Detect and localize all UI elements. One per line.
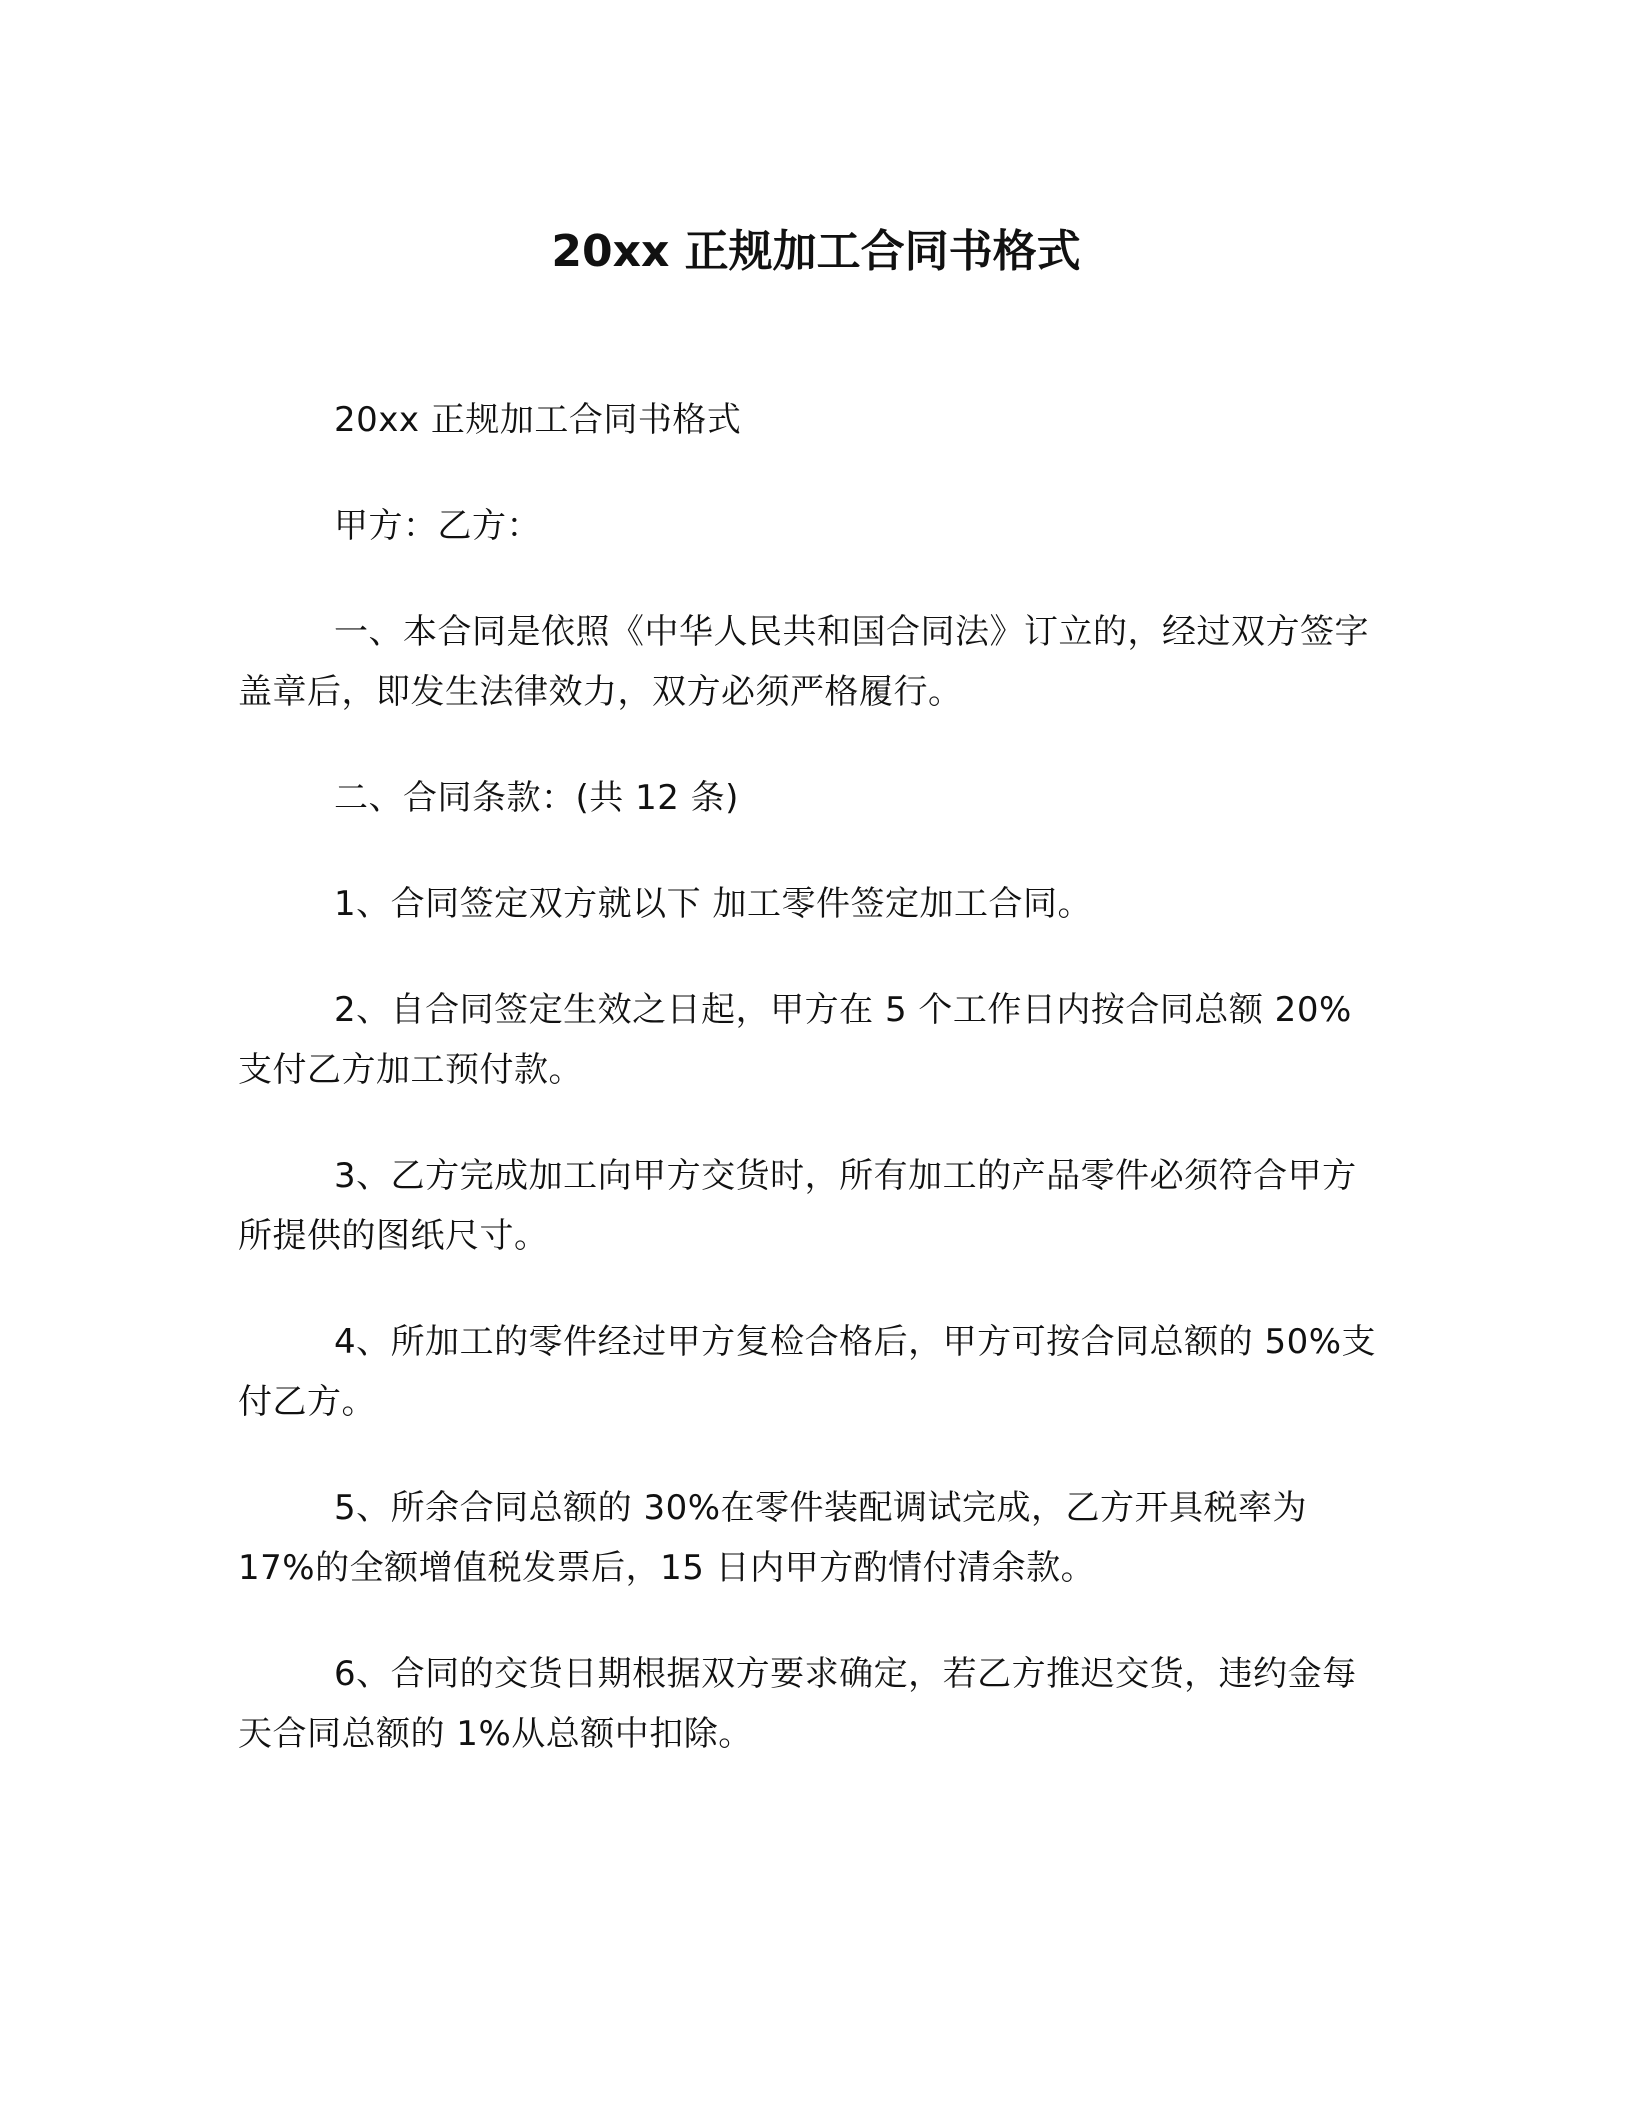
document-title: 20xx 正规加工合同书格式 xyxy=(551,226,1081,277)
paragraph-clause-5: 5、所余合同总额的 30%在零件装配调试完成，乙方开具税率为 17%的全额增值税发票后，15 日内甲方酌情付清余款。 xyxy=(238,1488,1308,1588)
paragraph-section-2: 二、合同条款：(共 12 条) xyxy=(334,778,739,818)
paragraph-clause-1: 1、合同签定双方就以下 加工零件签定加工合同。 xyxy=(334,884,1092,924)
paragraph-section-1: 一、本合同是依照《中华人民共和国合同法》订立的，经过双方签字盖章后，即发生法律效力，双方必须严格履行。 xyxy=(238,612,1369,712)
paragraph-clause-3: 3、乙方完成加工向甲方交货时，所有加工的产品零件必须符合甲方所提供的图纸尺寸。 xyxy=(238,1156,1357,1256)
paragraph-subtitle: 20xx 正规加工合同书格式 xyxy=(334,400,742,440)
paragraph-clause-6: 6、合同的交货日期根据双方要求确定，若乙方推迟交货，违约金每天合同总额的 1%从总额中扣除。 xyxy=(238,1654,1357,1754)
paragraph-parties: 甲方：乙方： xyxy=(334,506,541,546)
document-body xyxy=(238,390,1378,1810)
paragraph-clause-4: 4、所加工的零件经过甲方复检合格后，甲方可按合同总额的 50%支付乙方。 xyxy=(238,1322,1377,1422)
paragraph-clause-2: 2、自合同签定生效之日起，甲方在 5 个工作日内按合同总额 20%支付乙方加工预付款。 xyxy=(238,990,1352,1090)
